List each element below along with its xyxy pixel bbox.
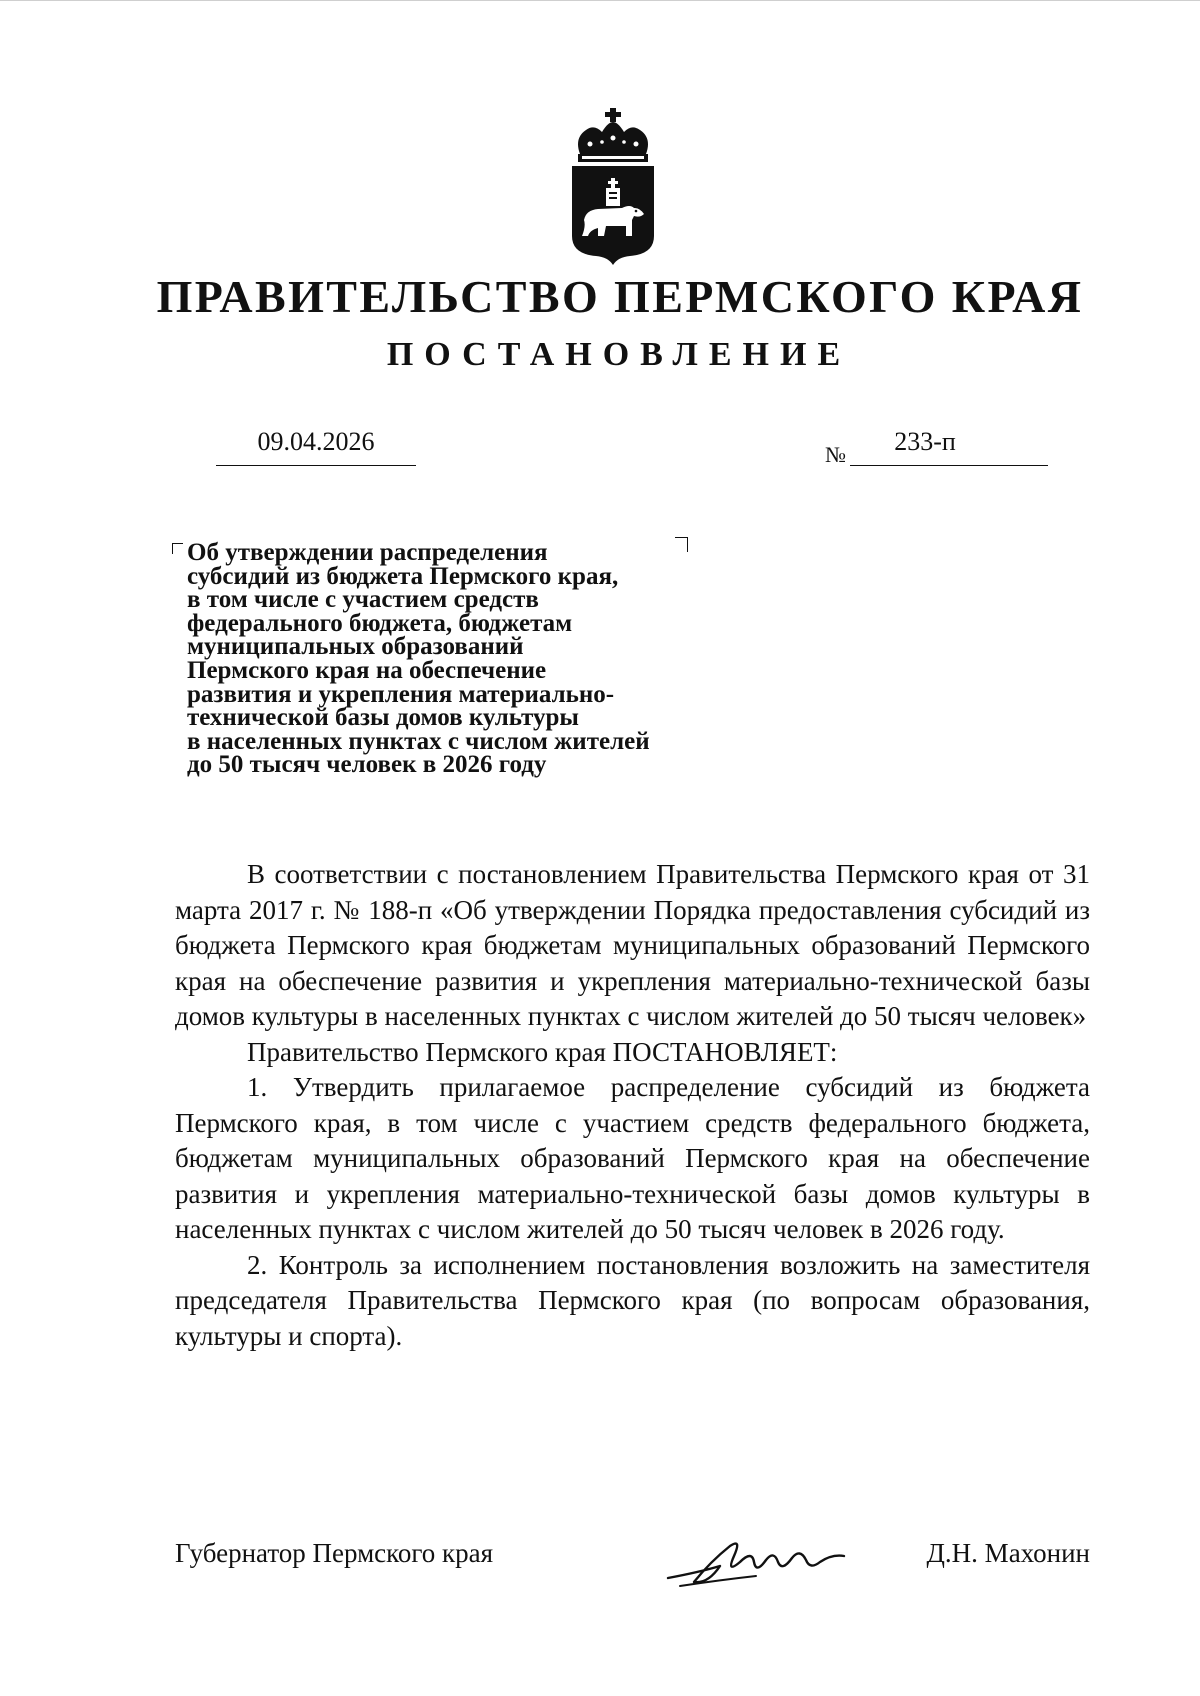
document-type-heading: ПОСТАНОВЛЕНИЕ [386,336,852,373]
number-sign: № [825,442,846,467]
body-paragraph: 1. Утвердить прилагаемое распределение субсидий из бюджета Пермского края, в том числе с участием средств федерального бюджета, бюджетам муниципальных образований Пермского края на обеспечение развития и укрепления материально-технической базы домов культуры в населенных пунктах с числом жителей до 50 тысяч человек в 2026 году. [175,1072,1090,1244]
subject-line: развития и укрепления материально- [187,680,615,708]
date-field [216,427,416,466]
signatory-position: Губернатор Пермского края [175,1538,494,1568]
body-paragraph: 2. Контроль за исполнением постановления возложить на заместителя председателя Правительства Пермского края (по вопросам образования, культуры и спорта). [175,1249,1090,1351]
subject-line: до 50 тысяч человек в 2026 году [187,751,547,779]
coat-of-arms-icon [560,108,666,266]
document-date: 09.04.2026 [257,427,375,456]
document-number: 233-п [894,427,956,456]
government-title: ПРАВИТЕЛЬСТВО ПЕРМСКОГО КРАЯ [156,271,1084,322]
document-body [175,857,1090,1354]
scan-edge [0,0,1200,3]
subject-line: технической базы домов культуры [187,704,579,732]
body-paragraph: В соответствии с постановлением Правительства Пермского края от 31 марта 2017 г. № 188-п «Об утверждении Порядка предоставления субсидий из бюджета Пермского края бюджетам муниципальных образований Пермского края на обеспечение развития и укрепления материально-технической базы домов культуры в населенных пунктах с числом жителей до 50 тысяч человек» [175,859,1090,1031]
subject-line: в том числе с участием средств [187,586,539,614]
subject-bracket-left [172,543,183,554]
signatory-name: Д.Н. Махонин [926,1538,1090,1568]
subject-line: в населенных пунктах с числом жителей [187,727,650,755]
body-paragraph: Правительство Пермского края ПОСТАНОВЛЯЕТ: [247,1036,838,1067]
subject-line: Пермского края на обеспечение [187,656,547,684]
document-subject [187,541,747,777]
subject-line: Об утверждении распределения [187,539,548,566]
handwritten-signature [660,1532,850,1592]
number-field [850,427,1048,466]
subject-line: муниципальных образований [187,633,524,661]
subject-line: федерального бюджета, бюджетам [187,609,573,637]
subject-line: субсидий из бюджета Пермского края, [187,562,619,590]
